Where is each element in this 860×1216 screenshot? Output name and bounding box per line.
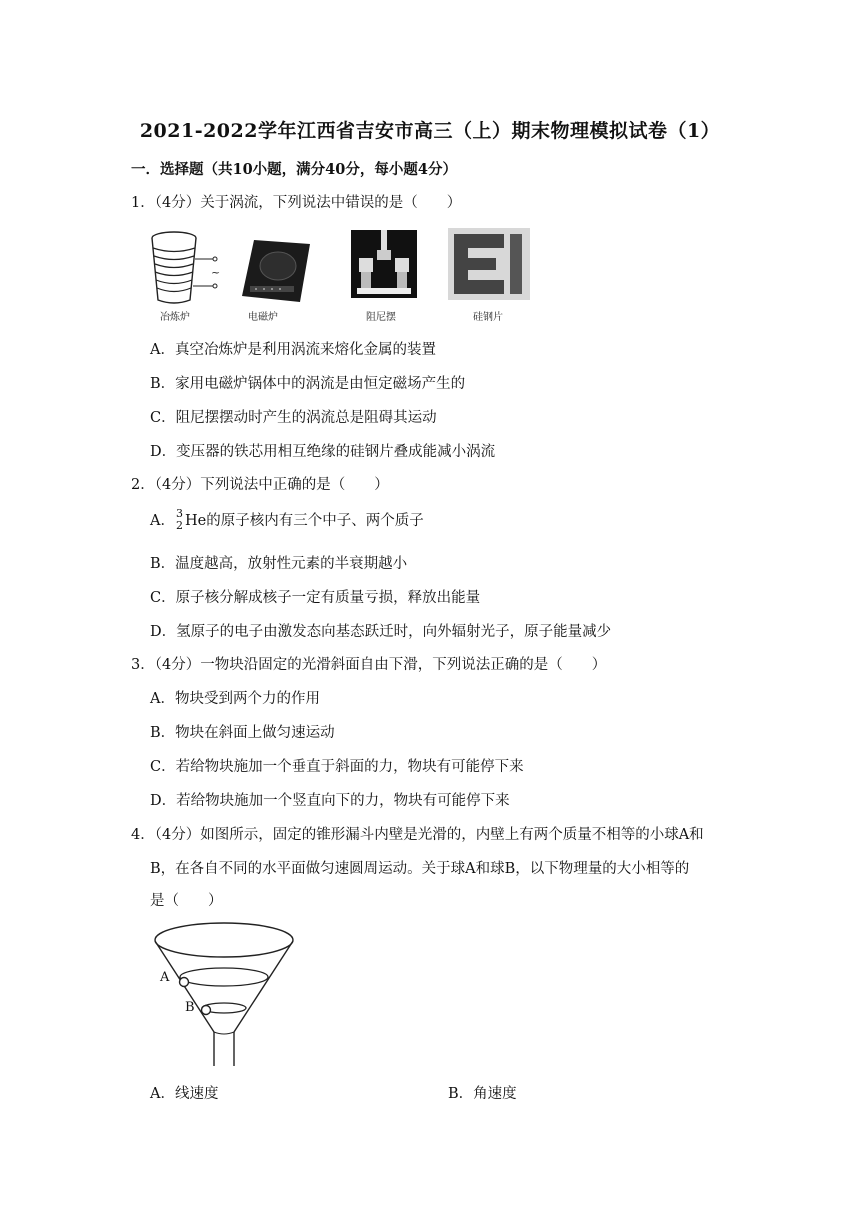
label-ball-b: B [185, 1000, 195, 1015]
smelting-furnace-image [148, 228, 228, 308]
question-1-figure [148, 228, 538, 324]
question-4-stem-line-1: 4．（4分）如图所示，固定的锥形漏斗内壁是光滑的，内壁上有两个质量不相等的小球A和 [131, 827, 704, 843]
silicon-steel-image [448, 228, 530, 300]
ball-a [180, 978, 189, 987]
question-3-option-a: A．物块受到两个力的作用 [150, 691, 320, 707]
question-2-option-b: B．温度越高，放射性元素的半衰期越小 [150, 556, 408, 572]
question-4-stem-line-2: B，在各自不同的水平面做匀速圆周运动。关于球A和球B，以下物理量的大小相等的 [150, 861, 690, 877]
question-3-option-c: C．若给物块施加一个垂直于斜面的力，物块有可能停下来 [150, 759, 524, 775]
question-1-option-a: A．真空冶炼炉是利用涡流来熔化金属的装置 [150, 342, 436, 358]
conical-funnel-diagram [150, 920, 300, 1068]
question-2-stem: 2．（4分）下列说法中正确的是（ ） [131, 477, 389, 493]
figure-label-cooker: 电磁炉 [248, 312, 278, 323]
funnel-figure [150, 920, 300, 1068]
label-ball-a: A [160, 970, 170, 985]
question-3-option-b: B．物块在斜面上做匀速运动 [150, 725, 335, 741]
section-heading: 一．选择题（共10小题，满分40分，每小题4分） [131, 161, 457, 178]
option-a-text: He的原子核内有三个中子、两个质子 [184, 513, 424, 529]
question-3-stem: 3．（4分）一物块沿固定的光滑斜面自由下滑，下列说法正确的是（ ） [131, 657, 607, 673]
question-1-option-c: C．阻尼摆摆动时产生的涡流总是阻碍其运动 [150, 410, 437, 426]
question-4-stem-line-3: 是（ ） [150, 893, 223, 909]
induction-cooker-image [240, 236, 314, 306]
question-1-option-d: D．变压器的铁芯用相互绝缘的硅钢片叠成能减小涡流 [150, 444, 496, 460]
figure-label-pendulum: 阻尼摆 [366, 312, 396, 323]
figure-label-furnace: 冶炼炉 [160, 312, 190, 323]
question-2-option-d: D．氢原子的电子由激发态向基态跃迁时，向外辐射光子，原子能量减少 [150, 624, 612, 640]
page-title: 2021-2022学年江西省吉安市高三（上）期末物理模拟试卷（1） [139, 120, 721, 142]
question-3-option-d: D．若给物块施加一个竖直向下的力，物块有可能停下来 [150, 793, 510, 809]
question-1-option-b: B．家用电磁炉锅体中的涡流是由恒定磁场产生的 [150, 376, 466, 392]
question-2-option-c: C．原子核分解成核子一定有质量亏损，释放出能量 [150, 590, 481, 606]
question-4-option-b: B．角速度 [448, 1086, 517, 1102]
question-1-stem: 1．（4分）关于涡流，下列说法中错误的是（ ） [131, 195, 462, 211]
atomic-number: 2 [175, 519, 183, 532]
svg-text:~: ~ [211, 266, 221, 279]
mass-number: 3 [175, 507, 183, 520]
ball-b [202, 1006, 211, 1015]
question-4-option-a: A．线速度 [150, 1086, 219, 1102]
damping-pendulum-image [351, 230, 417, 298]
figure-label-steel: 硅钢片 [473, 312, 503, 323]
question-2-option-a [150, 509, 424, 530]
option-a-prefix: A． [150, 513, 175, 529]
nuclide-notation [175, 507, 185, 532]
